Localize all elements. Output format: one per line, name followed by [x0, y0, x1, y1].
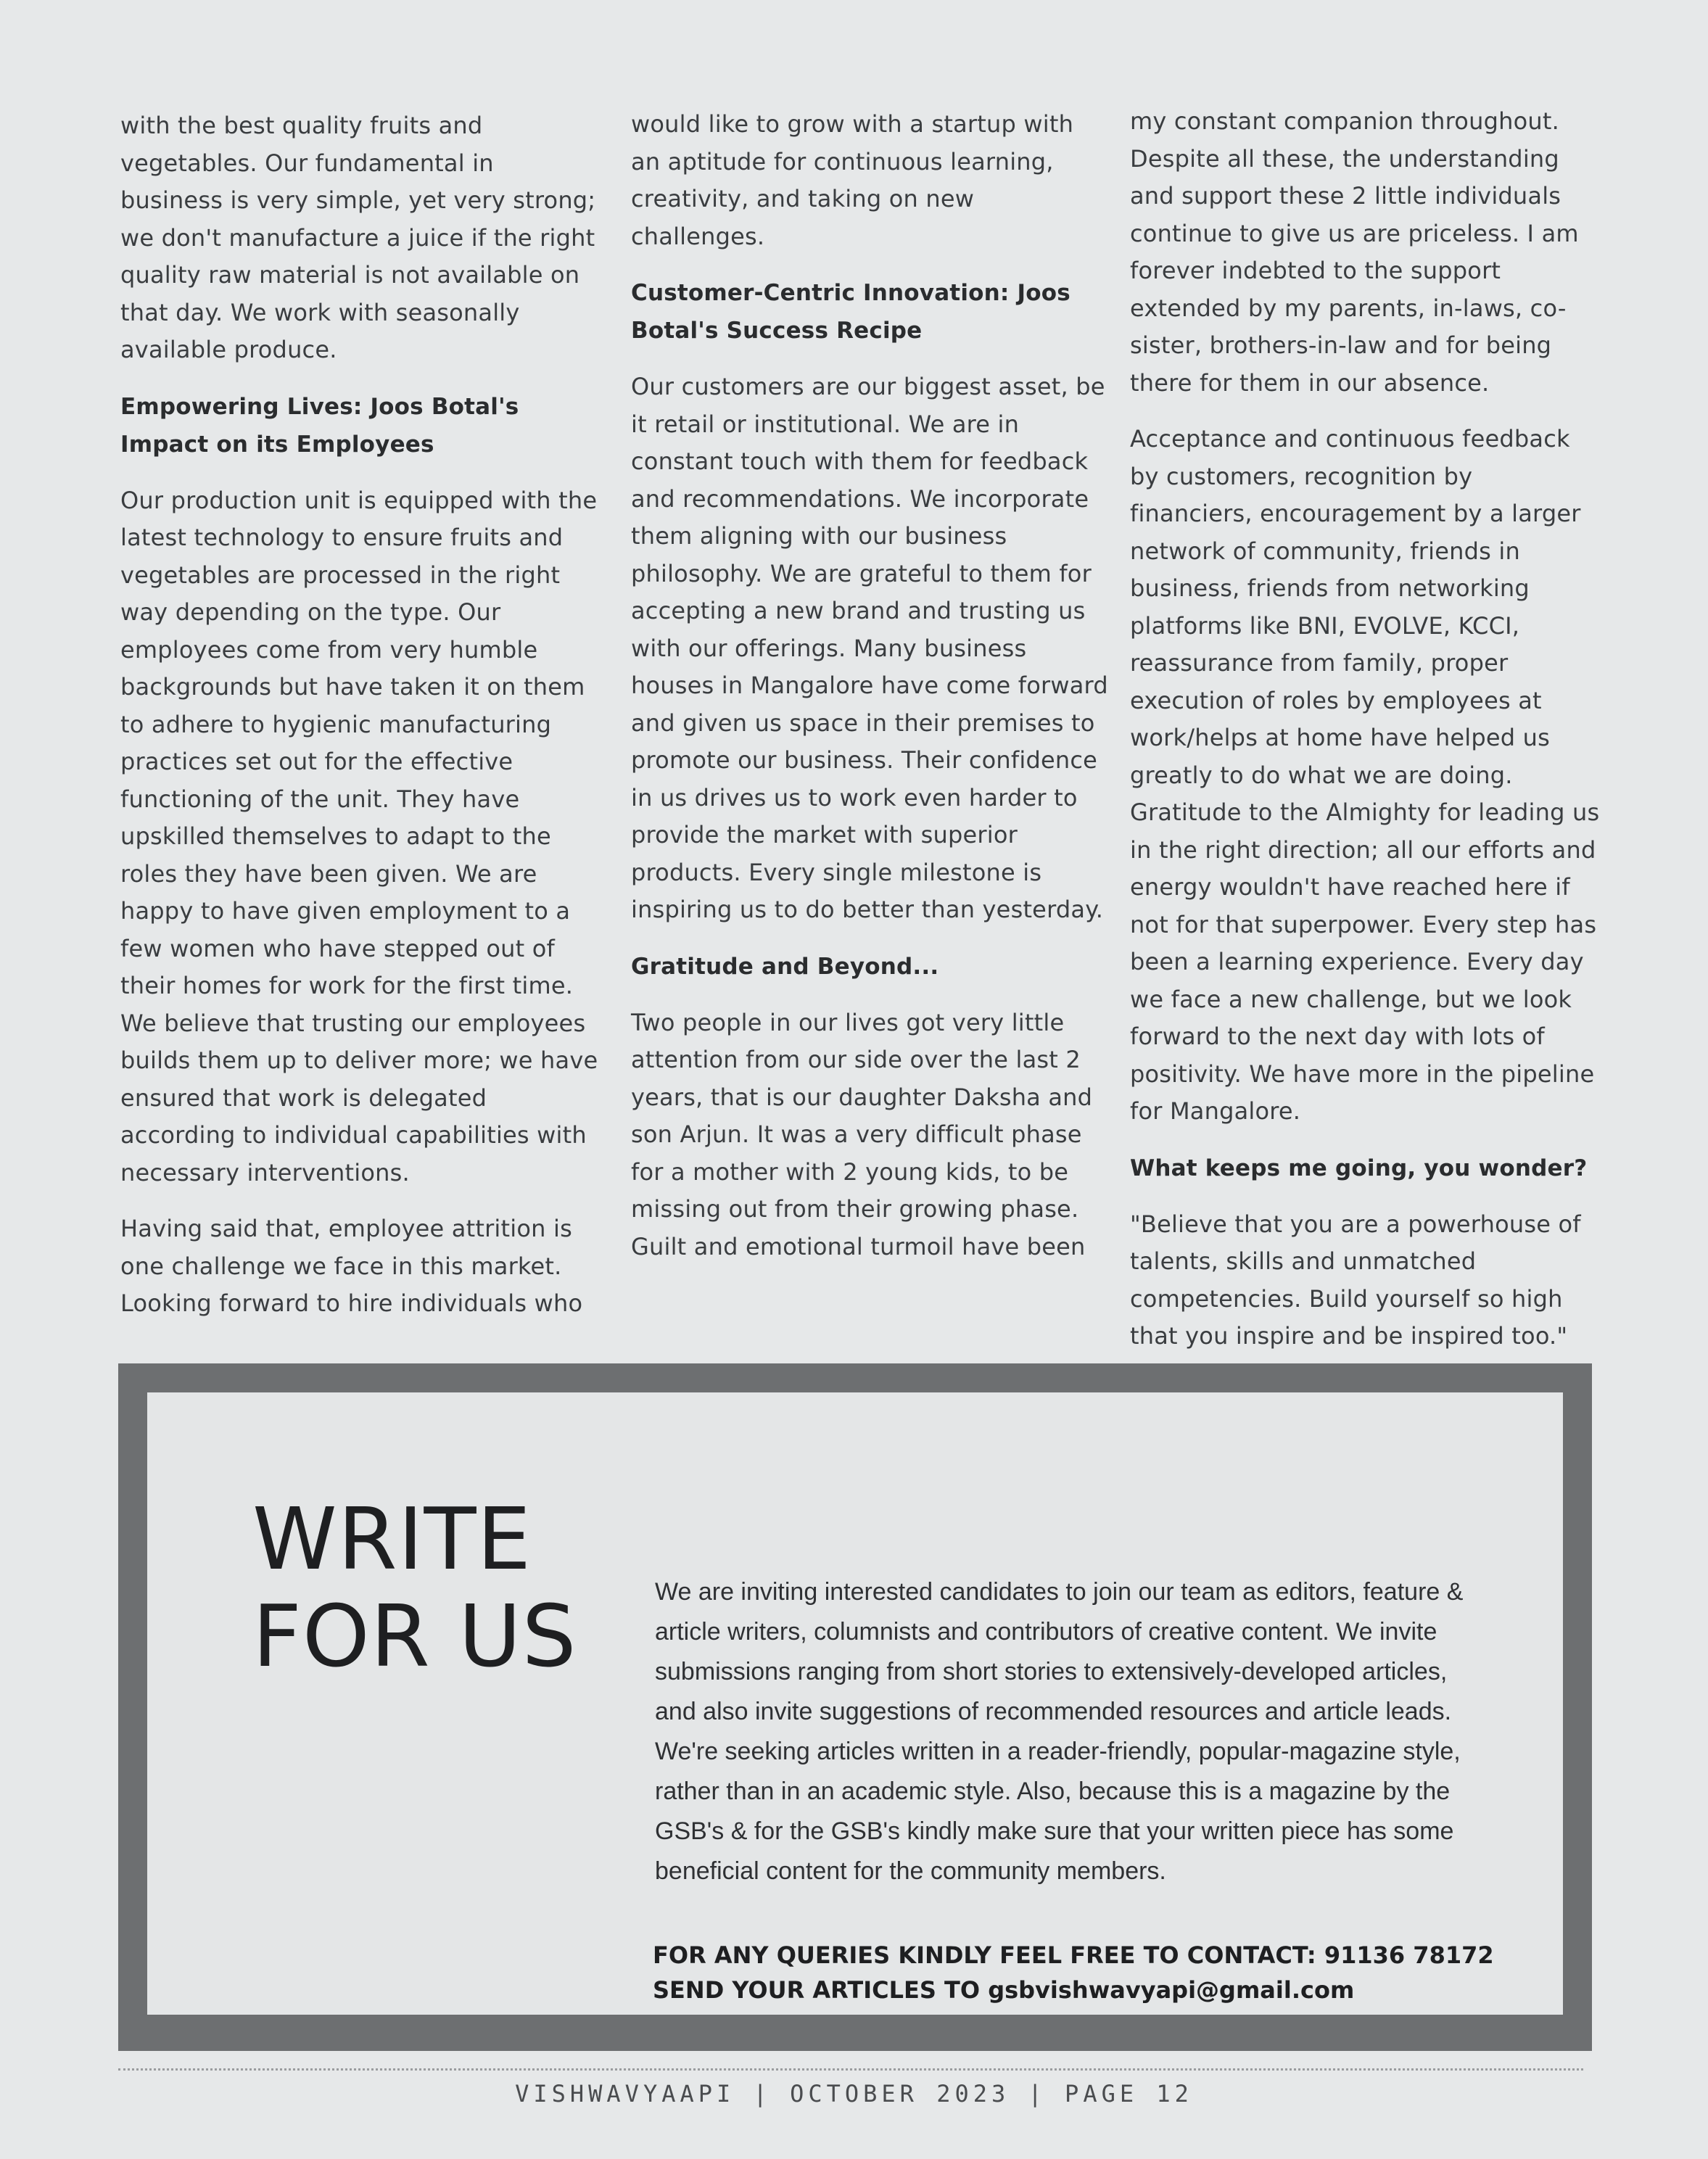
section-heading: Gratitude and Beyond...: [631, 953, 939, 980]
section-heading: Empowering Lives: Joos Botal's Impact on its Employees: [120, 393, 519, 458]
section-heading: Customer-Centric Innovation: Joos Botal's Success Recipe: [631, 280, 1070, 344]
write-for-us-title: [252, 1490, 577, 1685]
title-line-1: WRITE: [252, 1489, 532, 1589]
article-column-3: [1130, 103, 1601, 1374]
paragraph: my constant companion throughout. Despite all these, the understanding and support these 2 little individuals continue to give us are priceless. I am forever indebted to the support extended by my parents, in-laws, co-sister, brothers-in-law and for being there for them in our absence.: [1130, 107, 1579, 397]
contact-email-line: SEND YOUR ARTICLES TO gsbvishwavyapi@gmail.com: [653, 1976, 1355, 2004]
paragraph: Our customers are our biggest asset, be it retail or institutional. We are in constant touch with them for feedback and recommendations. We incorporate them aligning with our business philosophy. We are grateful to them for accepting a new brand and trusting us with our offerings. Many business houses in Mangalore have come forward and given us space in their premises to promote our business. Their confidence in us drives us to work even harder to provide the market with superior products. Every single milestone is inspiring us to do better than yesterday.: [631, 373, 1108, 923]
paragraph: Our production unit is equipped with the latest technology to ensure fruits and vegetables are processed in the right way depending on the type. Our employees come from very humble backgrounds but have taken it on them to adhere to hygienic manufacturing practices set out for the effective functioning of the unit. They have upskilled themselves to adapt to the roles they have been given. We are happy to have given employment to a few women who have stepped out of their homes for work for the first time. We believe that trusting our employees builds them up to deliver more; we have ensured that work is delegated according to individual capabilities with necessary interventions.: [120, 486, 598, 1186]
footer-text: VISHWAVYAAPI | OCTOBER 2023 | PAGE 12: [515, 2080, 1193, 2108]
paragraph: with the best quality fruits and vegetables. Our fundamental in business is very simple, yet very strong; we don't manufacture a juice if the right quality raw material is not available on that day. We work with seasonally available produce.: [120, 112, 596, 363]
footer-divider: [118, 2068, 1583, 2071]
paragraph: would like to grow with a startup with an aptitude for continuous learning, creativity, and taking on new challenges.: [631, 110, 1074, 250]
write-for-us-contact: [653, 1938, 1494, 2007]
page-footer: [0, 2080, 1708, 2108]
write-for-us-box: [118, 1363, 1592, 2051]
article-column-1: [120, 107, 599, 1342]
article-column-2: [631, 106, 1110, 1284]
paragraph: Two people in our lives got very little attention from our side over the last 2 years, that is our daughter Daksha and son Arjun. It was a very difficult phase for a mother with 2 young kids, to be missing out from their growing phase. Guilt and emotional turmoil have been: [631, 1008, 1093, 1260]
title-line-2: FOR US: [252, 1586, 577, 1686]
write-for-us-panel: [147, 1392, 1563, 2015]
paragraph: Having said that, employee attrition is one challenge we face in this market. Looking forward to hire individuals who: [120, 1215, 583, 1317]
contact-phone-line: FOR ANY QUERIES KINDLY FEEL FREE TO CONTACT: 91136 78172: [653, 1941, 1494, 1969]
section-heading: What keeps me going, you wonder?: [1130, 1155, 1588, 1181]
paragraph: Acceptance and continuous feedback by customers, recognition by financiers, encouragement by a larger network of community, friends in business, friends from networking platforms like BNI, EVOLVE, KCCI, reassurance from family, proper execution of roles by employees at work/helps at home have helped us greatly to do what we are doing. Gratitude to the Almighty for leading us in the right direction; all our efforts and energy wouldn't have reached here if not for that superpower. Every step has been a learning experience. Every day we face a new challenge, but we look forward to the next day with lots of positivity. We have more in the pipeline for Mangalore.: [1130, 425, 1600, 1125]
quote-paragraph: "Believe that you are a powerhouse of talents, skills and unmatched competencies. Build yourself so high that you inspire and be inspired too.": [1130, 1210, 1581, 1350]
write-for-us-body: We are inviting interested candidates to join our team as editors, feature & article writers, columnists and contributors of creative content. We invite submissions ranging from short stories to extensively-developed articles, and also invite suggestions of recommended resources and article leads. We're seeking articles written in a reader-friendly, popular-magazine style, rather than in an academic style. Also, because this is a magazine by the GSB's & for the GSB's kindly make sure that your written piece has some beneficial content for the community members.: [655, 1578, 1464, 1885]
